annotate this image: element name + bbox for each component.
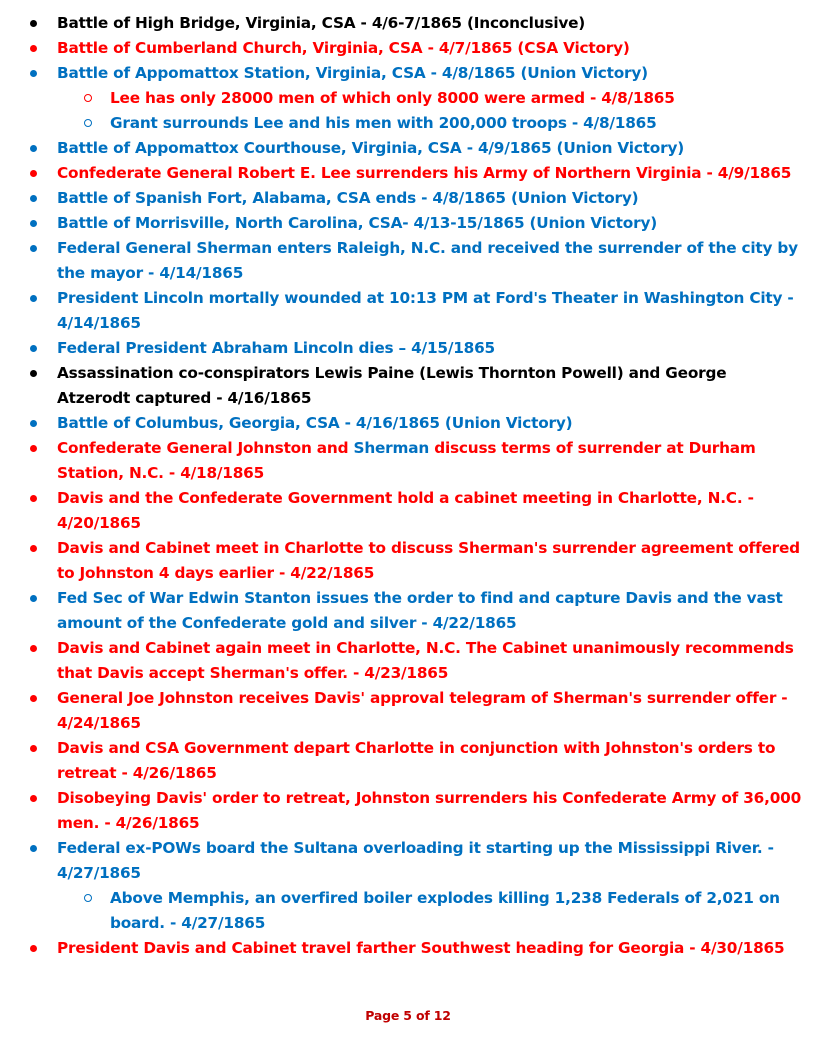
item-text-segment: Battle of Cumberland Church, Virginia, CSA - 4/7/1865 (CSA Victory) <box>57 39 630 57</box>
list-item <box>0 336 816 361</box>
item-text-segment: Confederate General Johnston and <box>57 439 354 457</box>
item-text <box>57 414 572 432</box>
bullet-icon <box>30 220 37 227</box>
bullet-icon <box>30 845 37 852</box>
list-item <box>0 586 816 636</box>
item-text <box>57 939 784 957</box>
item-text-segment: Assassination co-conspirators Lewis Paine (Lewis Thornton Powell) and George Atzerodt captured - 4/16/1865 <box>57 364 727 407</box>
sub-list-item <box>0 886 816 936</box>
item-text-segment: Battle of Appomattox Courthouse, Virginia, CSA - 4/9/1865 (Union Victory) <box>57 139 685 157</box>
item-text <box>57 789 801 832</box>
item-text-segment: Federal President Abraham Lincoln dies – 4/15/1865 <box>57 339 495 357</box>
list-item <box>0 436 816 486</box>
item-text-segment: Davis and the Confederate Government hold a cabinet meeting in Charlotte, N.C. - 4/20/1865 <box>57 489 754 532</box>
item-text <box>110 89 675 107</box>
list-item <box>0 211 816 236</box>
bullet-icon <box>30 195 37 202</box>
list-item <box>0 186 816 211</box>
bullet-icon <box>30 745 37 752</box>
item-text <box>57 14 585 32</box>
bullet-icon <box>30 595 37 602</box>
item-text <box>57 439 756 482</box>
list-item <box>0 61 816 86</box>
list-item <box>0 136 816 161</box>
item-text-segment: President Davis and Cabinet travel farther Southwest heading for Georgia - 4/30/1865 <box>57 939 785 957</box>
bullet-icon <box>30 145 37 152</box>
item-text-segment: Battle of High Bridge, Virginia, CSA - 4/6-7/1865 (Inconclusive) <box>57 14 586 32</box>
bullet-icon <box>30 645 37 652</box>
bullet-icon <box>30 420 37 427</box>
list-item <box>0 161 816 186</box>
bullet-icon <box>30 45 37 52</box>
bullet-icon <box>30 545 37 552</box>
sub-list-item <box>0 111 816 136</box>
bullet-icon <box>30 70 37 77</box>
list-item <box>0 11 816 36</box>
bullet-icon <box>30 495 37 502</box>
item-text <box>57 739 775 782</box>
timeline-list <box>0 11 816 961</box>
item-text <box>57 639 794 682</box>
item-text-segment: Fed Sec of War Edwin Stanton issues the order to find and capture Davis and the vast amount of the Confederate gold and silver - 4/22/1865 <box>57 589 783 632</box>
item-text <box>57 139 684 157</box>
item-text <box>110 114 657 132</box>
item-text-segment: Confederate General Robert E. Lee surrenders his Army of Northern Virginia - 4/9/1865 <box>57 164 792 182</box>
item-text <box>57 364 726 407</box>
bullet-icon <box>30 295 37 302</box>
item-text <box>57 339 495 357</box>
hollow-circle-bullet-icon <box>84 94 92 102</box>
list-item <box>0 936 816 961</box>
item-text-segment: Federal General Sherman enters Raleigh, N.C. and received the surrender of the city by the mayor - 4/14/1865 <box>57 239 798 282</box>
item-text <box>110 889 780 932</box>
bullet-icon <box>30 445 37 452</box>
list-item <box>0 486 816 536</box>
item-text <box>57 64 648 82</box>
item-text-segment: Battle of Morrisville, North Carolina, CSA- 4/13-15/1865 (Union Victory) <box>57 214 658 232</box>
list-item <box>0 836 816 886</box>
list-item <box>0 736 816 786</box>
item-text <box>57 239 798 282</box>
item-text-segment: Federal ex-POWs board the Sultana overloading it starting up the Mississippi River. - 4/27/1865 <box>57 839 774 882</box>
item-text-segment: Davis and Cabinet again meet in Charlotte, N.C. The Cabinet unanimously recommends that Davis accept Sherman's offer. - 4/23/1865 <box>57 639 794 682</box>
item-text-segment: Sherman <box>353 439 430 457</box>
item-text <box>57 39 630 57</box>
item-text <box>57 489 754 532</box>
list-item <box>0 411 816 436</box>
item-text <box>57 589 783 632</box>
item-text-segment: Above Memphis, an overfired boiler explodes killing 1,238 Federals of 2,021 on board. - 4/27/1865 <box>110 889 780 932</box>
item-text-segment: Grant surrounds Lee and his men with 200,000 troops - 4/8/1865 <box>110 114 657 132</box>
sub-list-item <box>0 86 816 111</box>
item-text-segment: Battle of Columbus, Georgia, CSA - 4/16/1865 (Union Victory) <box>57 414 573 432</box>
item-text-segment: Lee has only 28000 men of which only 8000 were armed - 4/8/1865 <box>110 89 675 107</box>
item-text-segment: General Joe Johnston receives Davis' approval telegram of Sherman's surrender offer - 4/24/1865 <box>57 689 788 732</box>
bullet-icon <box>30 245 37 252</box>
list-item <box>0 286 816 336</box>
list-item <box>0 36 816 61</box>
item-text <box>57 839 774 882</box>
item-text <box>57 539 800 582</box>
bullet-icon <box>30 370 37 377</box>
item-text-segment: Battle of Spanish Fort, Alabama, CSA ends - 4/8/1865 (Union Victory) <box>57 189 639 207</box>
bullet-icon <box>30 20 37 27</box>
item-text-segment: discuss terms of surrender at Durham Station, N.C. - 4/18/1865 <box>57 439 756 482</box>
item-text-segment: Disobeying Davis' order to retreat, Johnston surrenders his Confederate Army of 36,000 men. - 4/26/1865 <box>57 789 802 832</box>
list-item <box>0 686 816 736</box>
item-text <box>57 164 791 182</box>
item-text-segment: Davis and CSA Government depart Charlotte in conjunction with Johnston's orders to retreat - 4/26/1865 <box>57 739 776 782</box>
item-text <box>57 214 657 232</box>
item-text <box>57 189 638 207</box>
item-text-segment: President Lincoln mortally wounded at 10:13 PM at Ford's Theater in Washington City - 4/14/1865 <box>57 289 794 332</box>
page-number: Page 5 of 12 <box>365 1008 451 1023</box>
list-item <box>0 786 816 836</box>
bullet-icon <box>30 945 37 952</box>
item-text <box>57 289 794 332</box>
item-text-segment: Battle of Appomattox Station, Virginia, CSA - 4/8/1865 (Union Victory) <box>57 64 648 82</box>
list-item <box>0 361 816 411</box>
bullet-icon <box>30 795 37 802</box>
list-item <box>0 236 816 286</box>
page-footer <box>0 1006 816 1026</box>
list-item <box>0 636 816 686</box>
bullet-icon <box>30 170 37 177</box>
bullet-icon <box>30 345 37 352</box>
bullet-icon <box>30 695 37 702</box>
list-item <box>0 536 816 586</box>
hollow-circle-bullet-icon <box>84 119 92 127</box>
hollow-circle-bullet-icon <box>84 894 92 902</box>
item-text <box>57 689 787 732</box>
item-text-segment: Davis and Cabinet meet in Charlotte to discuss Sherman's surrender agreement offered to Johnston 4 days earlier - 4/22/1865 <box>57 539 800 582</box>
